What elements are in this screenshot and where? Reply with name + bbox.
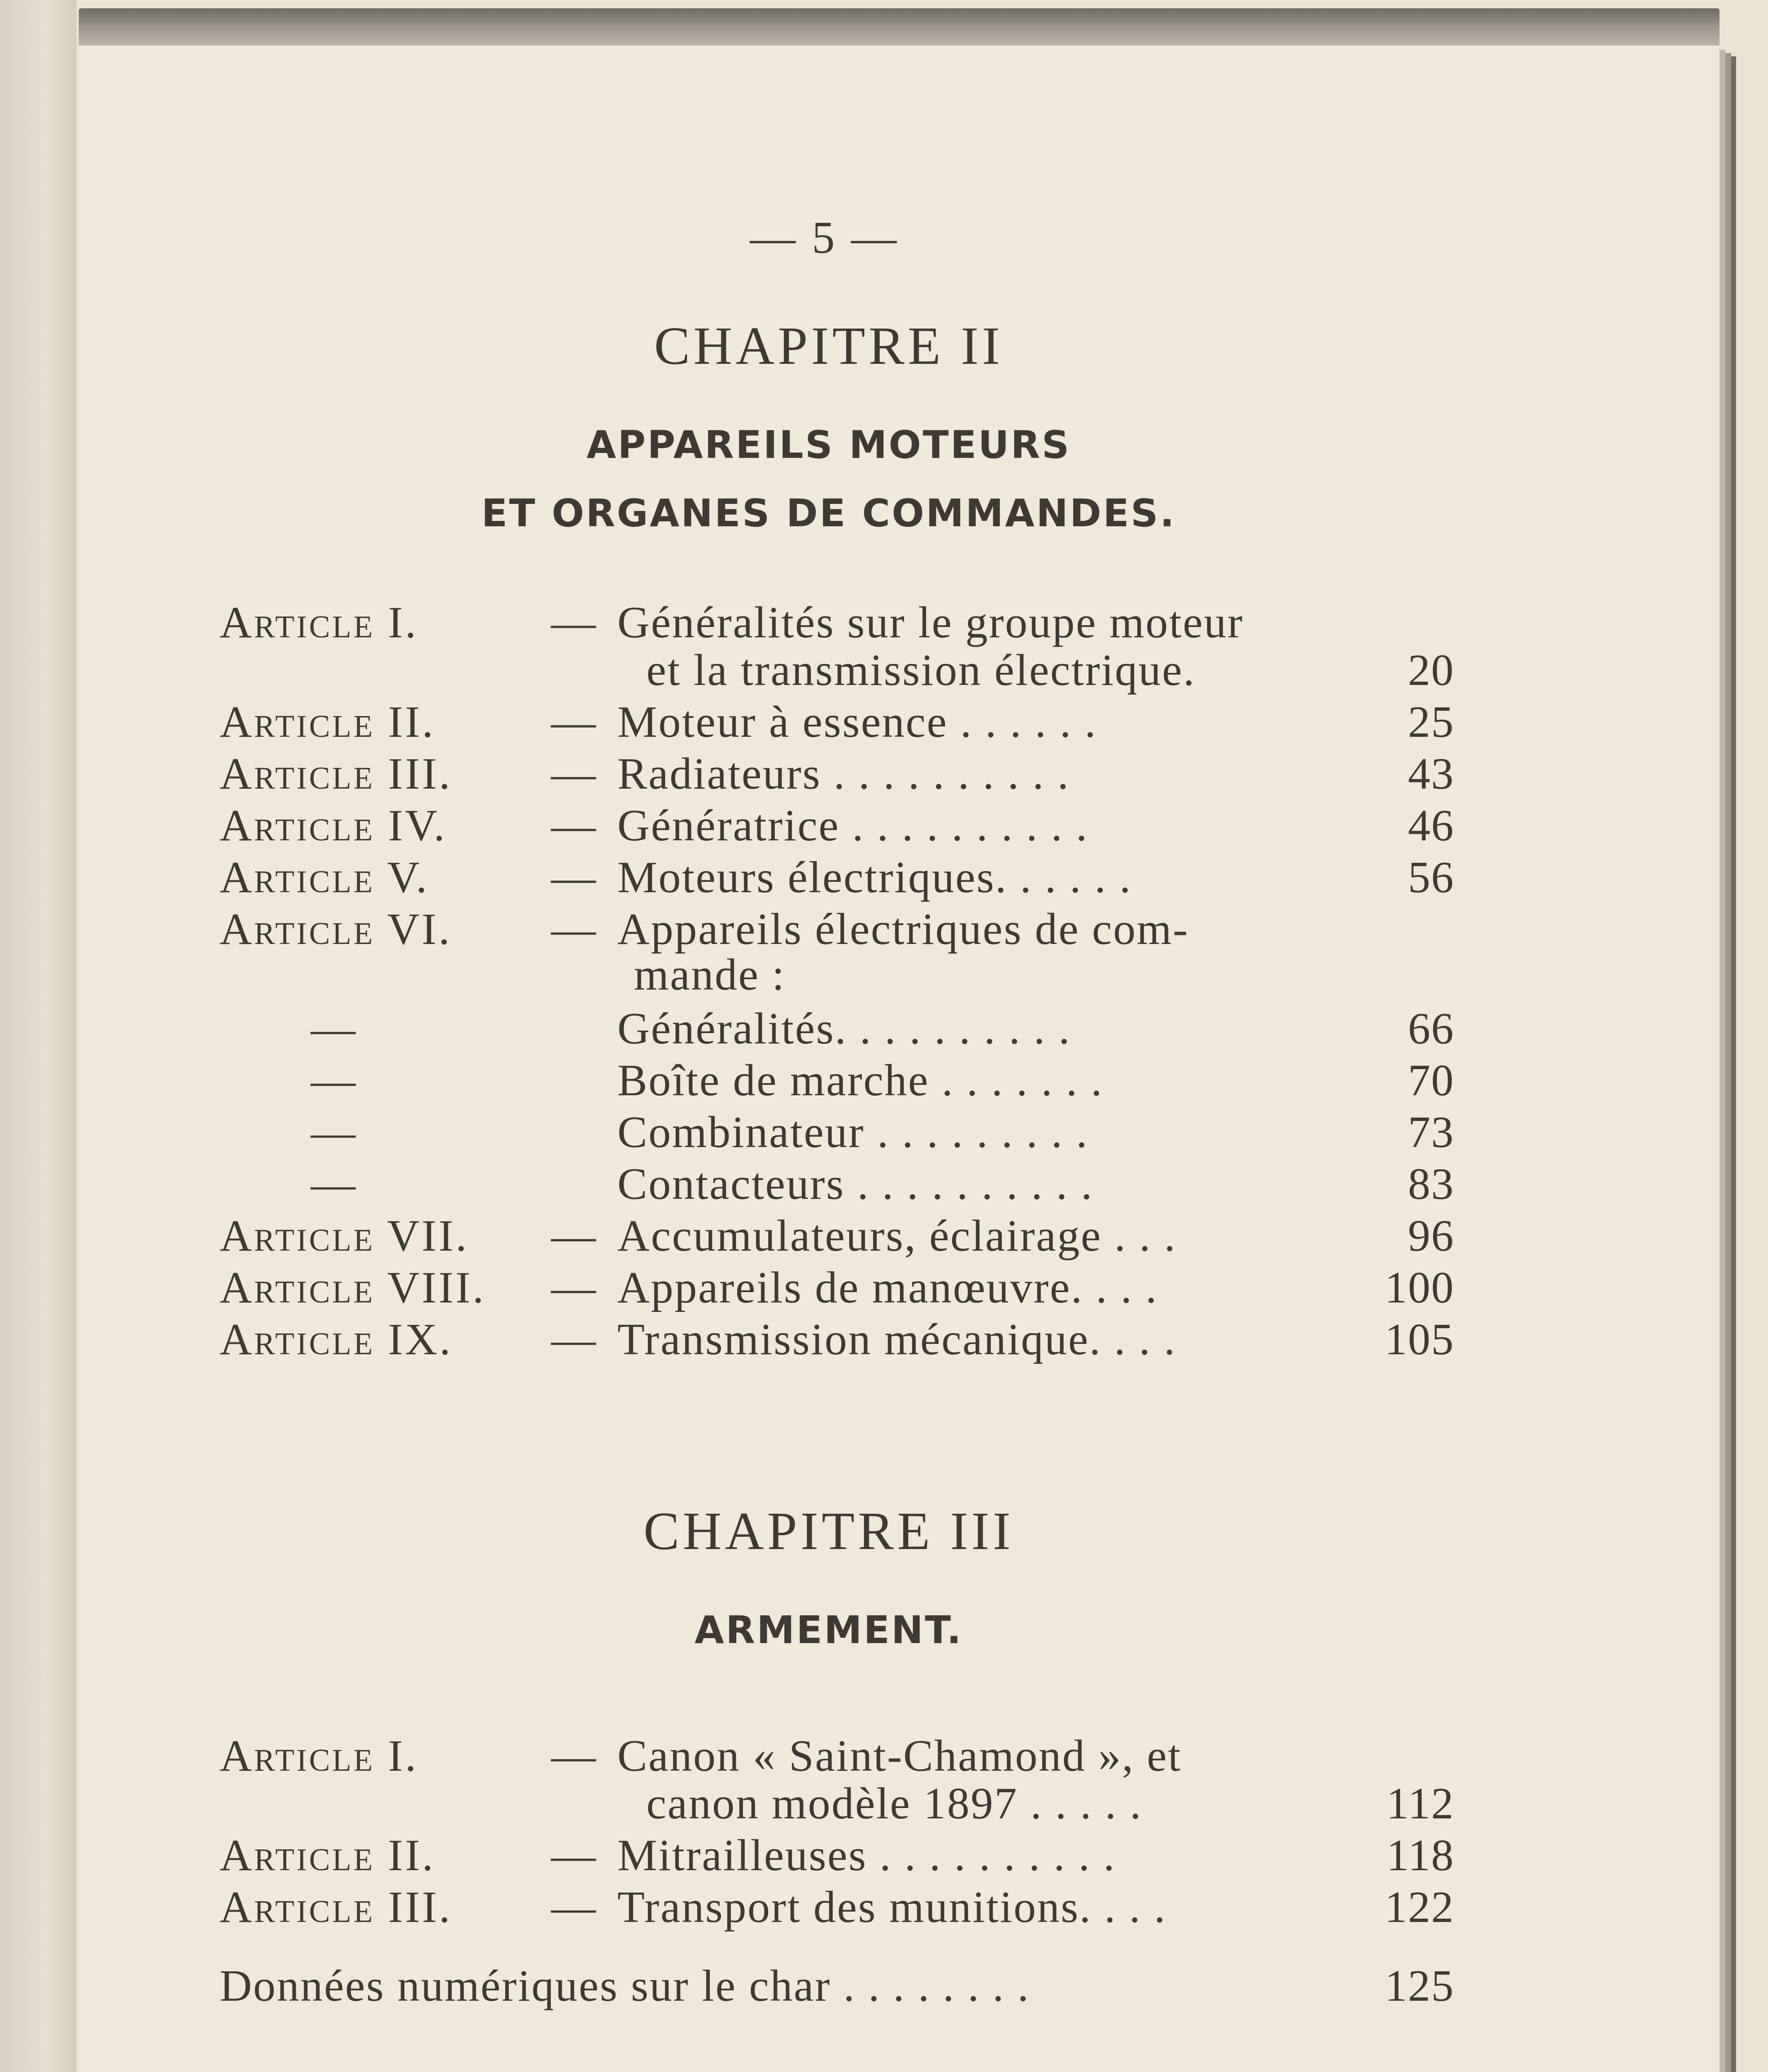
entry-title: Généralités. . . . . . . . . . <box>617 1004 1071 1053</box>
toc-entry <box>220 1830 1463 1881</box>
page-ref: 20 <box>1408 646 1454 695</box>
toc-entry <box>220 852 1463 903</box>
page-ref: 46 <box>1408 801 1454 850</box>
article-label: Article V. <box>220 853 429 902</box>
page-ref: 56 <box>1408 853 1454 902</box>
page-ref: 66 <box>1408 1004 1454 1053</box>
toc-entry <box>220 1210 1463 1262</box>
page-ref: 25 <box>1408 697 1454 747</box>
entry-title: Accumulateurs, éclairage . . . <box>617 1211 1177 1261</box>
entry-dash: — <box>551 1883 596 1932</box>
page-ref: 73 <box>1408 1108 1454 1157</box>
article-label: Article IV. <box>220 801 447 850</box>
article-label: Article VIII. <box>220 1263 486 1312</box>
entry-title: Contacteurs . . . . . . . . . . <box>617 1159 1093 1209</box>
article-label: Article III. <box>220 749 452 799</box>
toc-entry <box>220 696 1463 748</box>
page-ref: 105 <box>1385 1315 1454 1364</box>
article-label: Article III. <box>220 1883 452 1932</box>
subentry-dash: — <box>311 1056 358 1105</box>
article-label: Article IX. <box>220 1315 453 1364</box>
toc-entry <box>220 1314 1463 1365</box>
page-ref: 43 <box>1408 749 1454 799</box>
entry-title-continued: et la transmission électrique. <box>646 646 1196 695</box>
final-entry-title: Données numériques sur le char . . . . . . . . <box>220 1961 1030 2011</box>
toc-entry <box>220 800 1463 852</box>
entry-title: Combinateur . . . . . . . . . <box>617 1108 1088 1157</box>
article-label: Article II. <box>220 1831 435 1880</box>
toc-entry-continuation <box>220 644 1463 696</box>
toc-entry <box>220 1730 1463 1782</box>
entry-dash: — <box>551 1731 596 1781</box>
entry-dash: — <box>551 1831 596 1880</box>
toc-entry <box>220 1262 1463 1314</box>
article-label: Article I. <box>220 1731 418 1781</box>
chapter-2-subtitle-line-1: APPAREILS MOTEURS <box>586 423 1071 467</box>
entry-dash: — <box>551 1263 596 1312</box>
entry-title: Moteur à essence . . . . . . <box>617 697 1097 747</box>
entry-dash: — <box>551 697 596 747</box>
entry-title: Transport des munitions. . . . <box>617 1883 1167 1932</box>
toc-entry <box>220 1881 1463 1933</box>
toc-entry-continuation <box>220 1778 1463 1830</box>
page-ref: 100 <box>1385 1263 1454 1312</box>
entry-dash: — <box>551 905 596 954</box>
toc-entry-continuation <box>220 949 1463 1001</box>
toc-subentry <box>220 1003 1463 1055</box>
article-label: Article VI. <box>220 905 452 954</box>
page-ref: 118 <box>1386 1831 1454 1880</box>
page-ref: 122 <box>1385 1883 1454 1932</box>
subentry-dash: — <box>311 1108 358 1157</box>
entry-title: Généralités sur le groupe moteur <box>617 598 1244 647</box>
entry-dash: — <box>551 749 596 799</box>
entry-dash: — <box>551 853 596 902</box>
entry-title: Mitrailleuses . . . . . . . . . . <box>617 1831 1116 1880</box>
entry-title-continued: mande : <box>634 950 786 1000</box>
chapter-3-heading: CHAPITRE III <box>643 1501 1014 1561</box>
entry-title: Génératrice . . . . . . . . . . <box>617 801 1088 850</box>
page-ref: 70 <box>1408 1056 1454 1105</box>
page-ref: 125 <box>1385 1961 1454 2011</box>
entry-dash: — <box>551 598 596 647</box>
page-number: — 5 — <box>750 212 899 263</box>
entry-title-continued: canon modèle 1897 . . . . . <box>646 1779 1142 1828</box>
entry-dash: — <box>551 1211 596 1261</box>
article-label: Article VII. <box>220 1211 469 1261</box>
page-ref: 96 <box>1408 1211 1454 1261</box>
toc-final-entry <box>220 1960 1463 2012</box>
article-label: Article II. <box>220 697 435 747</box>
entry-title: Appareils électriques de com- <box>617 905 1189 954</box>
entry-title: Moteurs électriques. . . . . . <box>617 853 1132 902</box>
toc-subentry <box>220 1106 1463 1158</box>
entry-title: Canon « Saint-Chamond », et <box>617 1731 1182 1781</box>
subentry-dash: — <box>311 1159 358 1209</box>
subentry-dash: — <box>311 1004 358 1053</box>
toc-entry <box>220 597 1463 649</box>
entry-dash: — <box>551 801 596 850</box>
toc-subentry <box>220 1055 1463 1106</box>
chapter-3-subtitle: ARMEMENT. <box>694 1608 963 1652</box>
article-label: Article I. <box>220 598 418 647</box>
page-ref: 83 <box>1408 1159 1454 1209</box>
toc-subentry <box>220 1158 1463 1210</box>
toc-entry <box>220 903 1463 955</box>
chapter-2-subtitle-line-2: ET ORGANES DE COMMANDES. <box>481 491 1176 535</box>
book-spine <box>0 0 77 2072</box>
entry-dash: — <box>551 1315 596 1364</box>
page-ref: 112 <box>1386 1779 1454 1828</box>
entry-title: Appareils de manœuvre. . . . <box>617 1263 1158 1312</box>
entry-title: Boîte de marche . . . . . . . <box>617 1056 1103 1105</box>
entry-title: Radiateurs . . . . . . . . . . <box>617 749 1070 799</box>
chapter-2-heading: CHAPITRE II <box>654 316 1004 376</box>
entry-title: Transmission mécanique. . . . <box>617 1315 1176 1364</box>
toc-entry <box>220 748 1463 800</box>
